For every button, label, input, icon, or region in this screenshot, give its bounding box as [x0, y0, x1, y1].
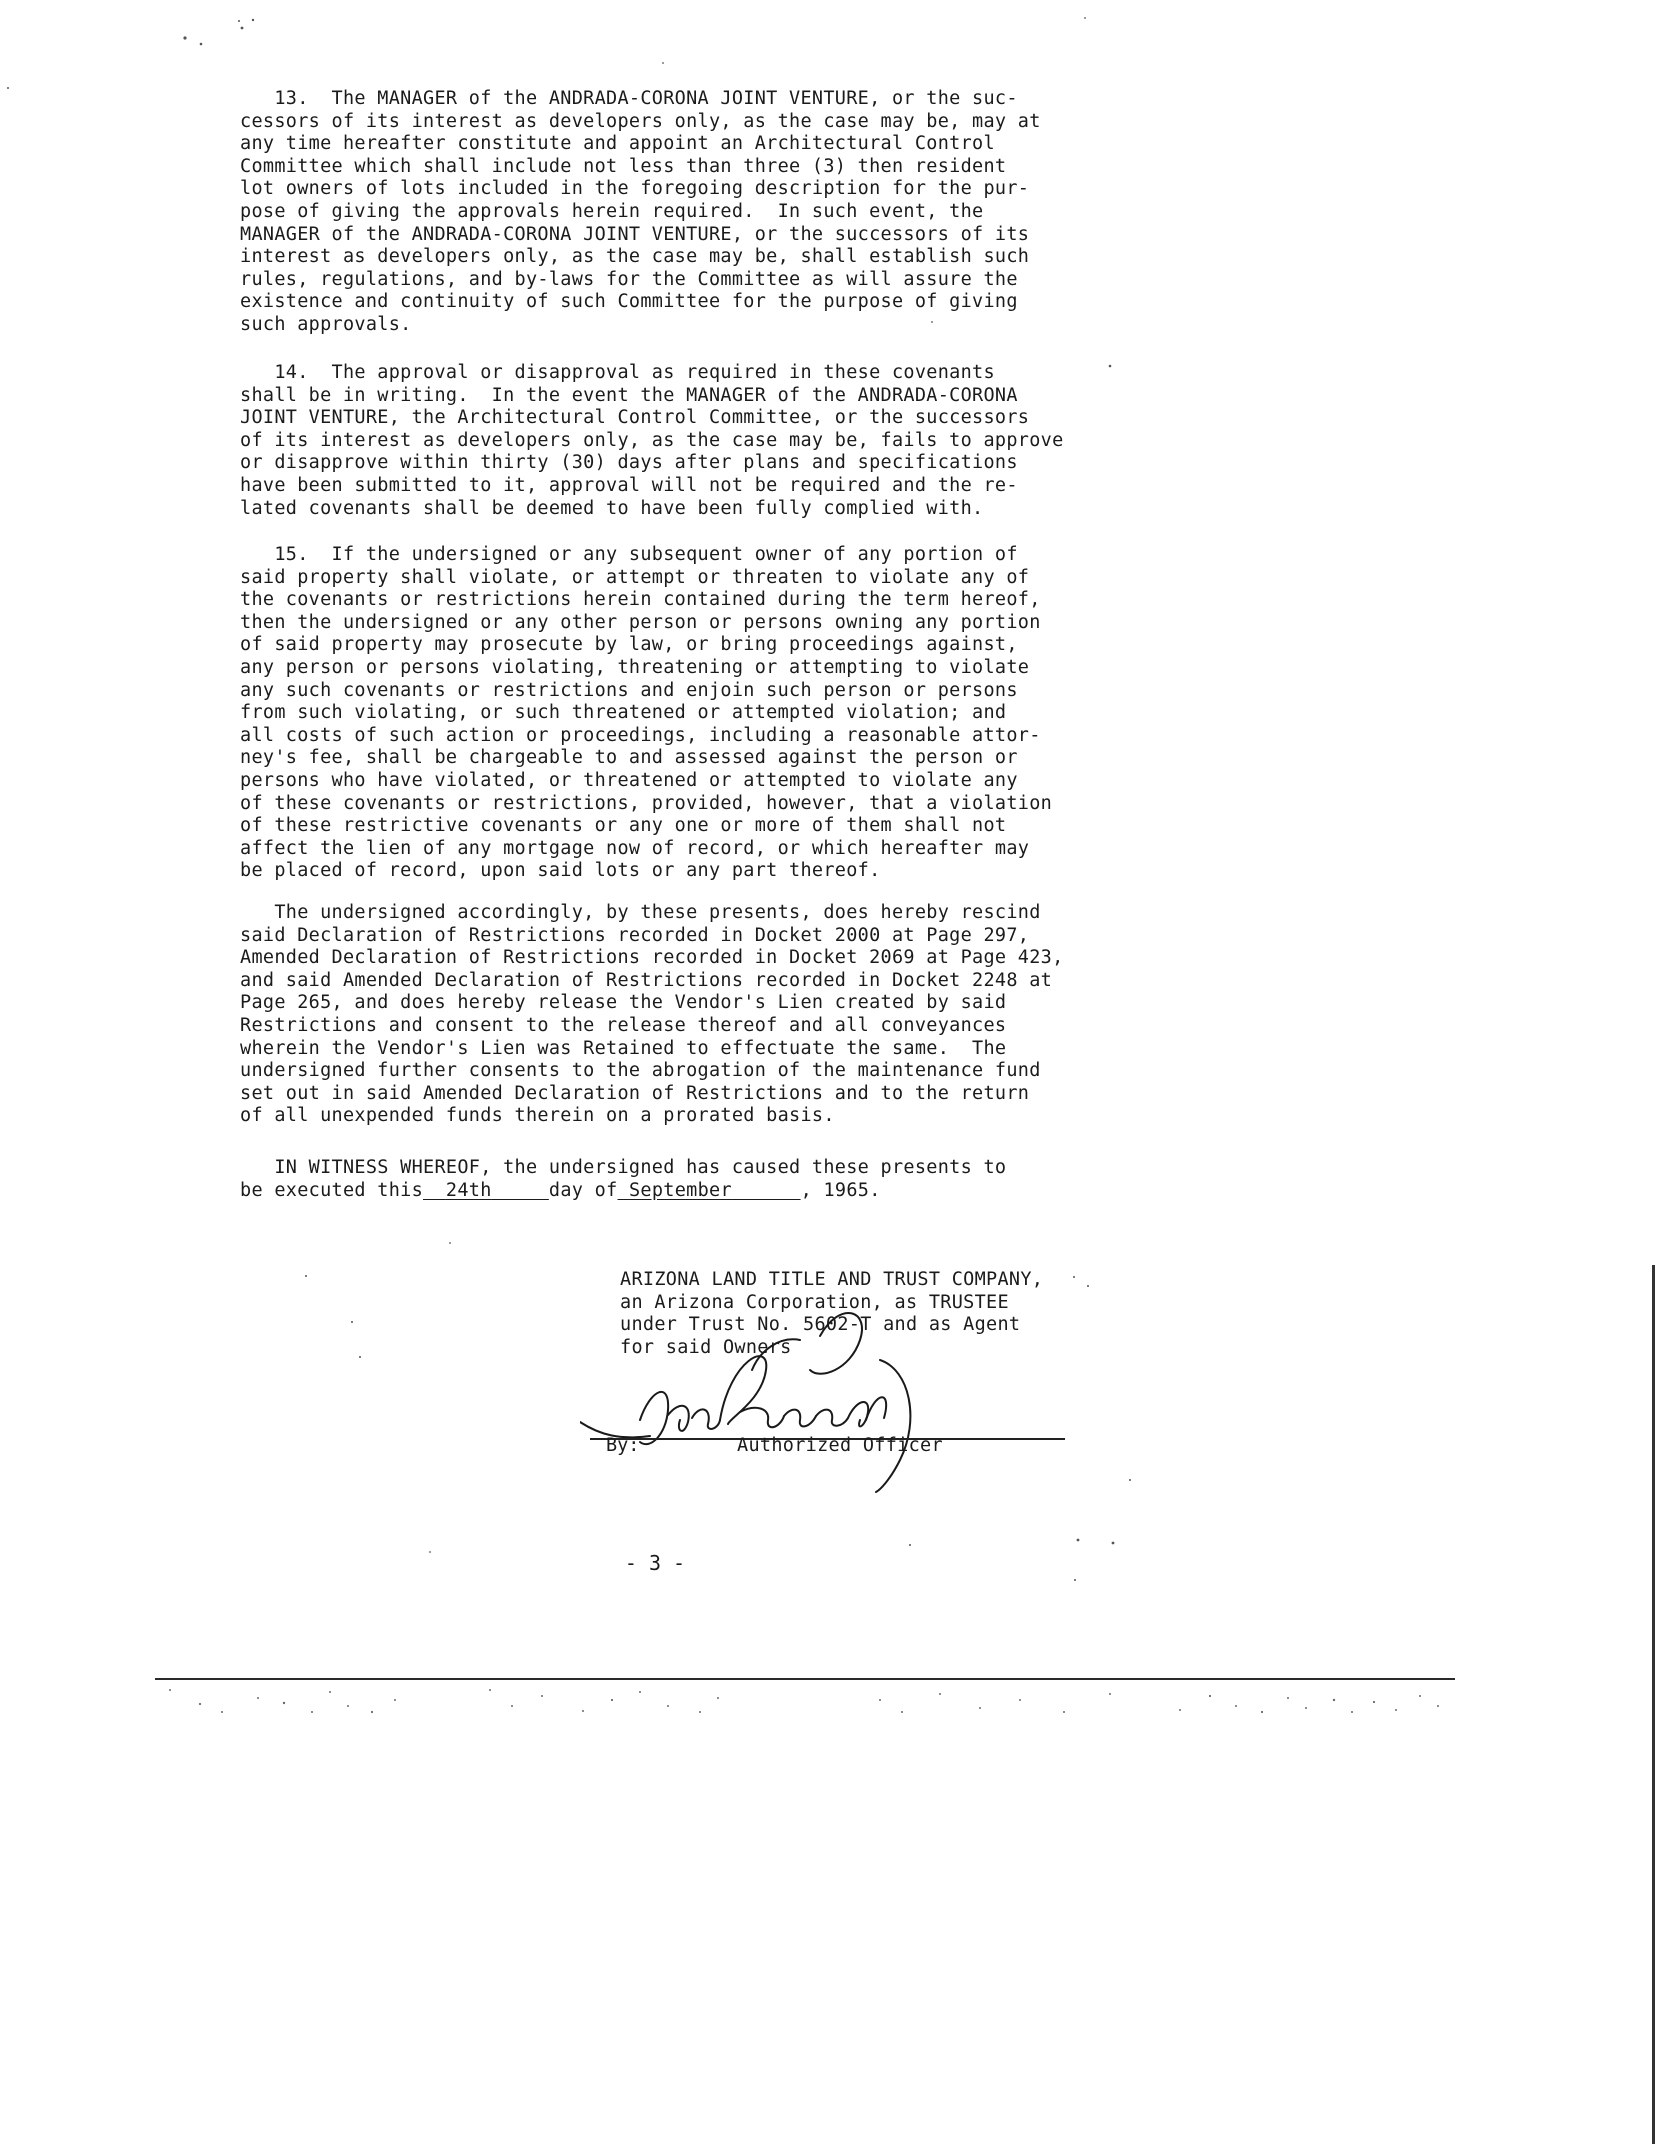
execution-date-line	[240, 1180, 1120, 1203]
text-line: 15. If the undersigned or any subsequent owner of any portion of	[240, 544, 1018, 565]
company-name: ARIZONA LAND TITLE AND TRUST COMPANY,	[620, 1269, 1044, 1290]
text-line: all costs of such action or proceedings, including a reasonable attor-	[240, 724, 1041, 746]
executed-text: be executed this	[240, 1179, 424, 1201]
paragraph-14	[240, 362, 1120, 520]
footer-rule	[155, 1678, 1455, 1680]
text-line: shall be in writing. In the event the MANAGER of the ANDRADA-CORONA	[240, 384, 1018, 406]
text-line: of said property may prosecute by law, or bring proceedings against,	[240, 634, 1018, 656]
text-line: set out in said Amended Declaration of Restrictions and to the return	[240, 1082, 1030, 1104]
month-value: September	[628, 1179, 732, 1201]
text-line: interest as developers only, as the case may be, shall establish such	[240, 246, 1030, 268]
company-line: an Arizona Corporation, as TRUSTEE	[620, 1291, 1009, 1313]
text-line: The undersigned accordingly, by these presents, does hereby rescind	[240, 902, 1041, 923]
text-line: 14. The approval or disapproval as required in these covenants	[240, 362, 995, 383]
text-line: lot owners of lots included in the foregoing description for the pur-	[240, 178, 1030, 200]
witness-clause	[240, 1157, 1120, 1202]
handwritten-signature	[580, 1300, 1000, 1500]
year-text: , 1965.	[800, 1179, 881, 1201]
by-label: By:	[606, 1435, 640, 1456]
text-line: any person or persons violating, threatening or attempting to violate	[240, 656, 1030, 678]
text-line: and said Amended Declaration of Restrictions recorded in Docket 2248 at	[240, 969, 1053, 991]
text-line: such approvals.	[240, 313, 412, 335]
authorized-officer-label: Authorized Officer	[737, 1435, 943, 1456]
text-line: JOINT VENTURE, the Architectural Control Committee, or the successors	[240, 407, 1030, 429]
text-line: 13. The MANAGER of the ANDRADA-CORONA JOINT VENTURE, or the suc-	[240, 88, 1018, 109]
text-line: IN WITNESS WHEREOF, the undersigned has caused these presents to	[240, 1157, 1007, 1178]
text-line: affect the lien of any mortgage now of record, or which hereafter may	[240, 837, 1030, 859]
text-line: Amended Declaration of Restrictions recorded in Docket 2069 at Page 423,	[240, 947, 1064, 969]
paragraph-rescind	[240, 902, 1120, 1128]
text-line: rules, regulations, and by-laws for the Committee as will assure the	[240, 268, 1018, 290]
paragraph-13	[240, 88, 1120, 337]
text-line: said Declaration of Restrictions recorded in Docket 2000 at Page 297,	[240, 924, 1030, 946]
page-edge-line	[1652, 1265, 1655, 2144]
owners-line: for said Owners	[620, 1336, 792, 1358]
text-line: lated covenants shall be deemed to have been fully complied with.	[240, 497, 984, 519]
text-line: any time hereafter constitute and appoint an Architectural Control	[240, 133, 995, 155]
text-line: have been submitted to it, approval will not be required and the re-	[240, 474, 1018, 496]
text-line: from such violating, or such threatened or attempted violation; and	[240, 702, 1007, 724]
text-line: then the undersigned or any other person or persons owning any portion	[240, 611, 1041, 633]
text-line: wherein the Vendor's Lien was Retained to effectuate the same. The	[240, 1037, 1007, 1059]
text-line: of these covenants or restrictions, provided, however, that a violation	[240, 792, 1053, 814]
text-line: be placed of record, upon said lots or any part thereof.	[240, 860, 881, 882]
text-line: of all unexpended funds therein on a prorated basis.	[240, 1105, 835, 1127]
execution-month	[618, 1180, 801, 1201]
day-value: 24th	[445, 1179, 492, 1201]
text-line: MANAGER of the ANDRADA-CORONA JOINT VENTURE, or the successors of its	[240, 223, 1030, 245]
text-line: persons who have violated, or threatened or attempted to violate any	[240, 769, 1018, 791]
text-line: any such covenants or restrictions and enjoin such person or persons	[240, 679, 1018, 701]
day-of-text: day of	[548, 1179, 618, 1201]
text-line: Page 265, and does hereby release the Vendor's Lien created by said	[240, 992, 1007, 1014]
text-line: cessors of its interest as developers only, as the case may be, may at	[240, 110, 1041, 132]
text-line: of these restrictive covenants or any one or more of them shall not	[240, 815, 1007, 837]
text-line: the covenants or restrictions herein contained during the term hereof,	[240, 589, 1041, 611]
text-line: pose of giving the approvals herein required. In such event, the	[240, 200, 984, 222]
text-line: ney's fee, shall be chargeable to and assessed against the person or	[240, 747, 1018, 769]
text-line: Committee which shall include not less than three (3) then resident	[240, 155, 1007, 177]
execution-day	[423, 1180, 549, 1201]
text-line: or disapprove within thirty (30) days after plans and specifications	[240, 452, 1018, 474]
page-number: - 3 -	[624, 1551, 686, 1575]
text-line: undersigned further consents to the abrogation of the maintenance fund	[240, 1060, 1041, 1082]
text-line: of its interest as developers only, as the case may be, fails to approve	[240, 429, 1064, 451]
text-line: existence and continuity of such Committee for the purpose of giving	[240, 291, 1018, 313]
text-line: Restrictions and consent to the release thereof and all conveyances	[240, 1014, 1007, 1036]
paragraph-15	[240, 544, 1120, 883]
text-line: said property shall violate, or attempt or threaten to violate any of	[240, 566, 1030, 588]
trust-line: under Trust No. 5602-T and as Agent	[620, 1314, 1021, 1336]
